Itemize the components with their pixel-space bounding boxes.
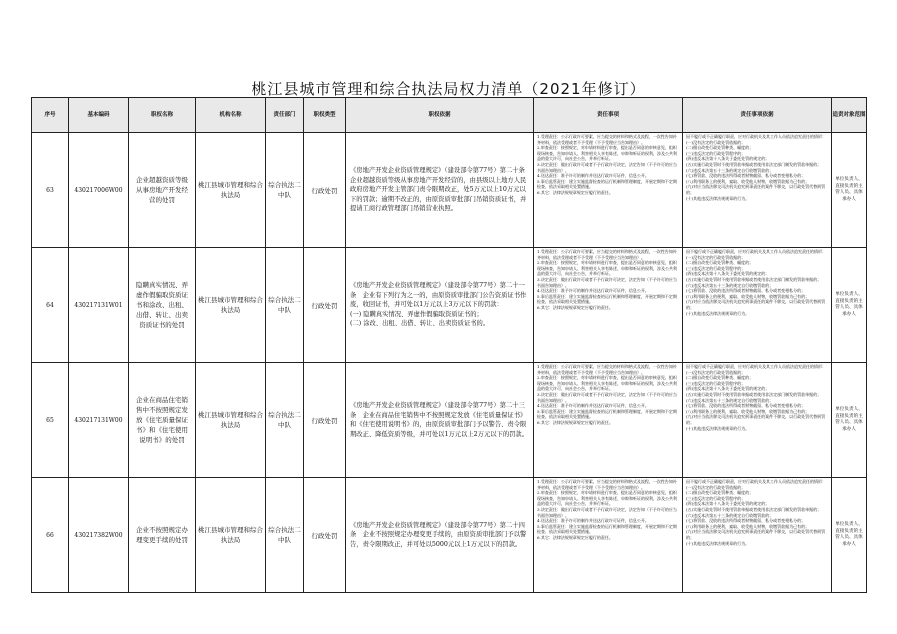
row-seq: 64 (32, 248, 69, 363)
row-accountability-line: (四)违反本法第十八条关于委托处罚的规定的； (686, 271, 770, 277)
row-power-type: 行政处罚 (304, 478, 346, 593)
row-accountability-line: 因不履行或不正确履行职责，应对行政机关及其工作人员依法追究责任的情形： (686, 479, 826, 484)
row-responsibility (534, 133, 683, 248)
row-dept: 综合执法二中队 (266, 363, 304, 478)
row-basis-line: (二) 涂改、出租、出借、转让、出卖资质证书的。 (350, 320, 490, 328)
row-accountability-line: (一)没有法定的行政处罚依据的； (686, 369, 746, 375)
row-responsibility-line: 2.审查责任：按照规定，对申请材料进行审查，提出是否同意的审核意见，组织现场核查，告知申请人、利害相关人享有陈述、申辩和听证的权利，涉及公共利益的重大许可，向社会公告，并举行听证。 (537, 260, 677, 277)
row-responsibility (534, 478, 683, 593)
row-responsibility-line: 3.决定责任：做出行政许可或者不予行政许可决定，法定告知（不予许可的应当书面告知理由）。 (537, 161, 677, 173)
row-seq: 66 (32, 478, 69, 593)
row-accountability-line: (十)其他违反法律法规规章的行为。 (686, 195, 750, 201)
row-responsibility-line: 1.受理责任：公示行政许可要素，应当提交的材料和格式及流程，一次性告知补齐材料，依法受理或者不予受理（不予受理应当告知理由）。 (537, 364, 677, 375)
row-accountability-line: (四)违反本法第十八条关于委托处罚的规定的； (686, 386, 770, 392)
header-seq: 序号 (32, 98, 69, 133)
row-accountability-line: (五)实施行政处罚时不使用罚款单据或者使用非法定部门制发的罚款单据的； (686, 161, 822, 167)
header-agency: 机构名称 (196, 98, 266, 133)
row-responsibility (534, 363, 683, 478)
row-accountability-line: (五)实施行政处罚时不使用罚款单据或者使用非法定部门制发的罚款单据的； (686, 506, 822, 512)
row-dept: 综合执法二中队 (266, 248, 304, 363)
row-accountability-line: (十)其他违反法律法规规章的行为。 (686, 310, 750, 316)
header-dept: 责任部门 (266, 98, 304, 133)
power-list-table (31, 97, 867, 593)
row-basis-line: 《房地产开发企业资质管理规定》（建设部令第77号）第二十条 企业超越资质等级从事房地产开发经营的，由县级以上地方人民政府房地产开发主管部门责令限期改正，处5万元以上10万元以下的罚款；逾期不改正的，由原资质审批部门吊销资质证书，并提请工商行政管理部门吊销营业执照。 (350, 167, 532, 213)
row-responsibility-line: 4.送达责任：准予许可的制作并送达行政许可证件，信息公开。 (537, 288, 649, 294)
row-accountability (683, 478, 832, 593)
row-accountability-line: (八)利用职务上的便利，索取、收受他人财物，收缴罚款据为己有的； (686, 293, 810, 299)
row-accountability-line: (六)违反本法第五十三条的规定自行收缴罚款的； (686, 282, 774, 288)
row-responsibility-line: 1.受理责任：公示行政许可要素，应当提交的材料和格式及流程，一次性告知补齐材料，依法受理或者不予受理（不予受理应当告知理由）。 (537, 479, 677, 490)
row-agency: 桃江县城市管理和综合执法局 (196, 133, 266, 248)
row-accountability-line: 因不履行或不正确履行职责，应对行政机关及其工作人员依法追究责任的情形： (686, 249, 826, 254)
header-basis: 职权依据 (346, 98, 534, 133)
row-accountability-line: (六)违反本法第五十三条的规定自行收缴罚款的； (686, 512, 774, 518)
row-responsibility-line: 5.事后监管责任：建立实施监督检查的运行机制和管理制度，开展定期和不定期检查，依法采取相关处置措施。 (537, 523, 677, 535)
row-accountability-line: (三)违反法定的行政处罚程序的； (686, 495, 746, 501)
row-accountability-line: (十)其他违反法律法规规章的行为。 (686, 540, 750, 546)
row-code: 430217382W00 (69, 478, 129, 593)
row-accountability (683, 363, 832, 478)
row-responsibility (534, 248, 683, 363)
row-accountability (683, 248, 832, 363)
row-accountability-line: 因不履行或不正确履行职责，应对行政机关及其工作人员依法追究责任的情形： (686, 364, 826, 369)
row-accountability-line: (九)对应当依法移交司法机关追究刑事责任的案件不移交，以行政处罚代替刑罚的； (686, 299, 826, 310)
row-accountability-line: (六)违反本法第五十三条的规定自行收缴罚款的； (686, 167, 774, 173)
row-accountability-line: (四)违反本法第十八条关于委托处罚的规定的； (686, 156, 770, 162)
row-power-name: 企业超越资质等级从事房地产开发经营的处罚 (129, 133, 196, 248)
table-row (32, 478, 867, 593)
row-responsibility-line: 2.审查责任：按照规定，对申请材料进行审查，提出是否同意的审核意见，组织现场核查，告知申请人、利害相关人享有陈述、申辩和听证的权利，涉及公共利益的重大许可，向社会公告，并举行听证。 (537, 375, 677, 392)
row-subject: 单位负责人、直接负责的主管人员、具体承办人 (832, 363, 867, 478)
row-seq: 63 (32, 133, 69, 248)
row-basis (346, 478, 534, 593)
row-accountability-line: (一)没有法定的行政处罚依据的； (686, 139, 746, 145)
row-accountability-line: (七)将罚款、没收的违法所得或者财物截留、私分或者变相私分的； (686, 288, 806, 294)
row-accountability-line: (一)没有法定的行政处罚依据的； (686, 254, 746, 260)
row-responsibility-line: 5.事后监管责任：建立实施监督检查的运行机制和管理制度，开展定期和不定期检查，依法采取相关处置措施。 (537, 408, 677, 420)
row-power-name: 企业在商品住宅销售中不按照规定发放《住宅质量保证书》和《住宅使用说明书》的处罚 (129, 363, 196, 478)
row-power-type: 行政处罚 (304, 363, 346, 478)
row-accountability-line: (八)利用职务上的便利，索取、收受他人财物，收缴罚款据为己有的； (686, 523, 810, 529)
row-responsibility-line: 1.受理责任：公示行政许可要素，应当提交的材料和格式及流程，一次性告知补齐材料，依法受理或者不予受理（不予受理应当告知理由）。 (537, 134, 677, 145)
row-basis (346, 363, 534, 478)
header-responsibility: 责任事项 (534, 98, 683, 133)
row-power-name: 隐瞒真实情况、弄虚作假骗取资质证书和涂改、出租、出借、转让、出卖资质证书的处罚 (129, 248, 196, 363)
header-power-name: 职权名称 (129, 98, 196, 133)
row-code: 430217131W00 (69, 363, 129, 478)
row-subject: 单位负责人、直接负责的主管人员、具体承办人 (832, 133, 867, 248)
row-responsibility-line: 6.其它：法律法规规章规定应履行的责任。 (537, 304, 613, 310)
row-responsibility-line: 4.送达责任：准予许可的制作并送达行政许可证件，信息公开。 (537, 403, 649, 409)
row-basis-line: 《房地产开发企业资质管理规定》（建设部令第77号）第二十四条 企业不按照规定办理变更手续的，由原资质审批部门予以警告，责令限期改正，并可处以5000元以上1万元以下的罚款。 (350, 521, 527, 548)
header-accountability: 责任事项依据 (683, 98, 832, 133)
row-agency: 桃江县城市管理和综合执法局 (196, 248, 266, 363)
row-responsibility-line: 2.审查责任：按照规定，对申请材料进行审查，提出是否同意的审核意见，组织现场核查，告知申请人、利害相关人享有陈述、申辩和听证的权利，涉及公共利益的重大许可，向社会公告，并举行听证。 (537, 490, 677, 507)
header-code: 基本编码 (69, 98, 129, 133)
page-title: 桃江县城市管理和综合执法局权力清单（2021年修订） (251, 80, 646, 98)
row-accountability-line: (三)违反法定的行政处罚程序的； (686, 150, 746, 156)
row-accountability-line: (七)将罚款、没收的违法所得或者财物截留、私分或者变相私分的； (686, 518, 806, 524)
row-power-name: 企业不按照规定办理变更手续的处罚 (129, 478, 196, 593)
row-accountability-line: (九)对应当依法移交司法机关追究刑事责任的案件不移交，以行政处罚代替刑罚的； (686, 184, 826, 195)
row-responsibility-line: 6.其它：法律法规规章规定应履行的责任。 (537, 419, 613, 425)
row-basis-line: 《房地产开发企业资质管理规定》（建设部令第77号）第二十三条 企业在商品住宅销售中不按照规定发放《住宅质量保证书》和《住宅使用说明书》的，由原资质审批部门予以警告、责令限期改正、降低资质等级，并可处以1万元以上2万元以下的罚款。 (350, 402, 529, 438)
row-code: 430217006W00 (69, 133, 129, 248)
row-accountability (683, 133, 832, 248)
row-accountability-line: (九)对应当依法移交司法机关追究刑事责任的案件不移交，以行政处罚代替刑罚的； (686, 529, 826, 540)
row-agency: 桃江县城市管理和综合执法局 (196, 478, 266, 593)
table-row (32, 248, 867, 363)
header-subject: 追责对象范围 (832, 98, 867, 133)
row-dept: 综合执法二中队 (266, 478, 304, 593)
row-accountability-line: (四)违反本法第十八条关于委托处罚的规定的； (686, 501, 770, 507)
row-dept: 综合执法二中队 (266, 133, 304, 248)
table-header-row (32, 98, 867, 133)
row-responsibility-line: 3.决定责任：做出行政许可或者不予行政许可决定，法定告知（不予许可的应当书面告知理由）。 (537, 391, 677, 403)
row-responsibility-line: 4.送达责任：准予许可的制作并送达行政许可证件，信息公开。 (537, 173, 649, 179)
row-basis (346, 133, 534, 248)
row-responsibility-line: 5.事后监管责任：建立实施监督检查的运行机制和管理制度，开展定期和不定期检查，依法采取相关处置措施。 (537, 178, 677, 190)
row-responsibility-line: 2.审查责任：按照规定，对申请材料进行审查，提出是否同意的审核意见，组织现场核查，告知申请人、利害相关人享有陈述、申辩和听证的权利，涉及公共利益的重大许可，向社会公告，并举行听证。 (537, 145, 677, 162)
row-accountability-line: (十)其他违反法律法规规章的行为。 (686, 425, 750, 431)
row-accountability-line: (五)实施行政处罚时不使用罚款单据或者使用非法定部门制发的罚款单据的； (686, 391, 822, 397)
row-accountability-line: 因不履行或不正确履行职责，应对行政机关及其工作人员依法追究责任的情形： (686, 134, 826, 139)
row-responsibility-line: 4.送达责任：准予许可的制作并送达行政许可证件，信息公开。 (537, 518, 649, 524)
row-accountability-line: (二)擅自改变行政处罚种类、幅度的； (686, 145, 754, 151)
row-power-type: 行政处罚 (304, 133, 346, 248)
row-accountability-line: (三)违反法定的行政处罚程序的； (686, 380, 746, 386)
row-basis-line: (一) 隐瞒真实情况、弄虚作假骗取资质证书的； (350, 310, 483, 318)
row-subject: 单位负责人、直接负责的主管人员、具体承办人 (832, 248, 867, 363)
row-power-type: 行政处罚 (304, 248, 346, 363)
table-row (32, 133, 867, 248)
row-subject: 单位负责人、直接负责的主管人员、具体承办人 (832, 478, 867, 593)
row-accountability-line: (八)利用职务上的便利，索取、收受他人财物，收缴罚款据为己有的； (686, 178, 810, 184)
row-accountability-line: (八)利用职务上的便利，索取、收受他人财物，收缴罚款据为己有的； (686, 408, 810, 414)
row-accountability-line: (二)擅自改变行政处罚种类、幅度的； (686, 260, 754, 266)
row-accountability-line: (六)违反本法第五十三条的规定自行收缴罚款的； (686, 397, 774, 403)
row-responsibility-line: 6.其它：法律法规规章规定应履行的责任。 (537, 534, 613, 540)
row-accountability-line: (七)将罚款、没收的违法所得或者财物截留、私分或者变相私分的； (686, 403, 806, 409)
row-accountability-line: (三)违反法定的行政处罚程序的； (686, 265, 746, 271)
row-seq: 65 (32, 363, 69, 478)
row-accountability-line: (九)对应当依法移交司法机关追究刑事责任的案件不移交，以行政处罚代替刑罚的； (686, 414, 826, 425)
row-responsibility-line: 3.决定责任：做出行政许可或者不予行政许可决定，法定告知（不予许可的应当书面告知理由）。 (537, 506, 677, 518)
header-power-type: 职权类型 (304, 98, 346, 133)
row-basis (346, 248, 534, 363)
row-responsibility-line: 3.决定责任：做出行政许可或者不予行政许可决定，法定告知（不予许可的应当书面告知理由）。 (537, 276, 677, 288)
row-basis-line: 《房地产开发企业资质管理规定》（建设部令第77号）第二十一条 企业有下列行为之一的，由原资质审批部门公告资质证书作废，收回证书，并可处以1万元以上3万元以下的罚款： (350, 282, 527, 309)
row-responsibility-line: 5.事后监管责任：建立实施监督检查的运行机制和管理制度，开展定期和不定期检查，依法采取相关处置措施。 (537, 293, 677, 305)
row-accountability-line: (七)将罚款、没收的违法所得或者财物截留、私分或者变相私分的； (686, 173, 806, 179)
row-accountability-line: (二)擅自改变行政处罚种类、幅度的； (686, 490, 754, 496)
row-accountability-line: (二)擅自改变行政处罚种类、幅度的； (686, 375, 754, 381)
row-responsibility-line: 6.其它：法律法规规章规定应履行的责任。 (537, 189, 613, 195)
row-responsibility-line: 1.受理责任：公示行政许可要素，应当提交的材料和格式及流程，一次性告知补齐材料，依法受理或者不予受理（不予受理应当告知理由）。 (537, 249, 677, 260)
row-accountability-line: (一)没有法定的行政处罚依据的； (686, 484, 746, 490)
row-agency: 桃江县城市管理和综合执法局 (196, 363, 266, 478)
row-code: 430217131W01 (69, 248, 129, 363)
row-accountability-line: (五)实施行政处罚时不使用罚款单据或者使用非法定部门制发的罚款单据的； (686, 276, 822, 282)
table-row (32, 363, 867, 478)
